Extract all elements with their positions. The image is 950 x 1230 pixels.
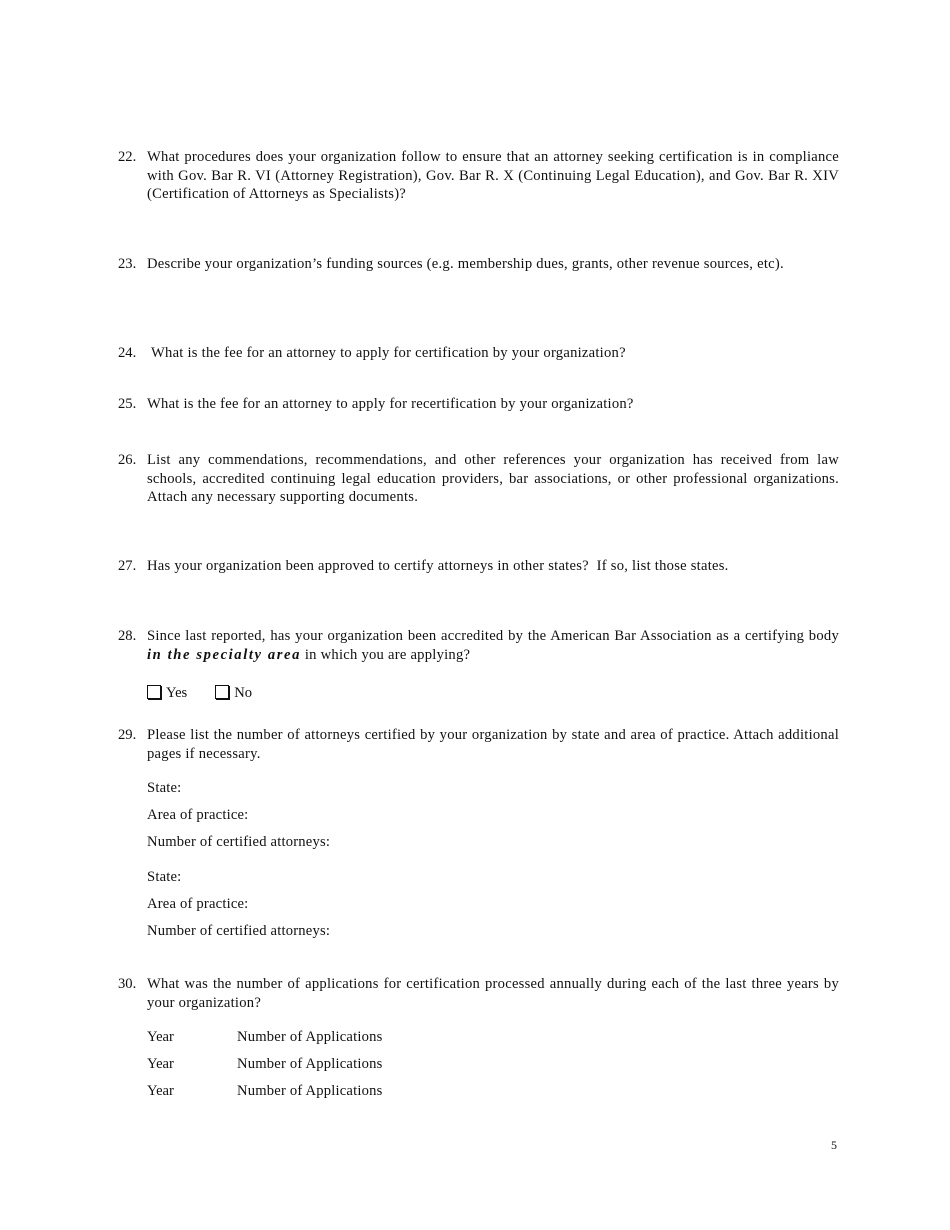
question-text: List any commendations, recommendations, and other references your organization has received from law schools, accredited continuing legal education providers, bar associations, or other professional organizations. Attach any necessary supporting documents. [147,452,839,505]
question-22 [118,148,839,204]
question-30 [118,975,839,1012]
question-text: Please list the number of attorneys certified by your organization by state and area of practice. Attach additional pages if necessary. [147,727,839,762]
no-label: No [234,684,253,701]
question-number: 28. [118,628,137,644]
area-of-practice-field-1[interactable]: Area of practice: [147,807,249,823]
page-number: 5 [831,1138,837,1152]
yes-option[interactable] [147,684,187,703]
question-text: Has your organization been approved to certify attorneys in other states? If so, list those states. [147,558,729,574]
question-26 [118,451,839,507]
question-text: What is the fee for an attorney to apply for certification by your organization? [151,345,626,361]
year-field-1[interactable]: Year [147,1029,174,1045]
question-text: What is the fee for an attorney to apply for recertification by your organization? [147,396,634,412]
question-23 [118,255,839,274]
question-29 [118,726,839,763]
question-24 [118,344,839,363]
question-number: 22. [118,149,137,165]
certified-attorneys-field-2[interactable]: Number of certified attorneys: [147,923,331,939]
year-field-3[interactable]: Year [147,1083,174,1099]
question-number: 30. [118,976,137,992]
emphasis-specialty-area: in the specialty area [147,646,301,663]
question-number: 25. [118,396,137,412]
yes-label: Yes [166,684,188,701]
question-text: What was the number of applications for certification processed annually during each of the last three years by your organization? [147,976,839,1011]
question-28 [118,627,839,664]
year-field-2[interactable]: Year [147,1056,174,1072]
question-text-end: in which you are applying? [300,646,471,663]
question-number: 24. [118,345,137,361]
area-of-practice-field-2[interactable]: Area of practice: [147,896,249,912]
yes-checkbox[interactable] [147,685,161,699]
question-number: 27. [118,558,137,574]
question-text [147,627,839,664]
yes-no-options [147,682,280,702]
question-25 [118,395,839,414]
state-field-1[interactable]: State: [147,780,182,796]
no-checkbox[interactable] [215,685,229,699]
question-text: What procedures does your organization follow to ensure that an attorney seeking certification is in compliance with Gov. Bar R. VI (Attorney Registration), Gov. Bar R. X (Continuing Legal Education), and Gov. Bar R. XIV (Certification of Attorneys as Specialists)? [147,149,839,202]
applications-field-2[interactable]: Number of Applications [237,1056,383,1072]
applications-field-3[interactable]: Number of Applications [237,1083,383,1099]
question-number: 29. [118,727,137,743]
question-number: 26. [118,452,137,468]
question-number: 23. [118,256,137,272]
certified-attorneys-field-1[interactable]: Number of certified attorneys: [147,834,331,850]
question-text: Describe your organization’s funding sources (e.g. membership dues, grants, other revenue sources, etc). [147,256,784,272]
no-option[interactable] [215,684,252,703]
question-27 [118,557,839,576]
applications-field-1[interactable]: Number of Applications [237,1029,383,1045]
state-field-2[interactable]: State: [147,869,182,885]
question-text-start: Since last reported, has your organization been accredited by the American Bar Association as a certifying body [147,628,839,644]
